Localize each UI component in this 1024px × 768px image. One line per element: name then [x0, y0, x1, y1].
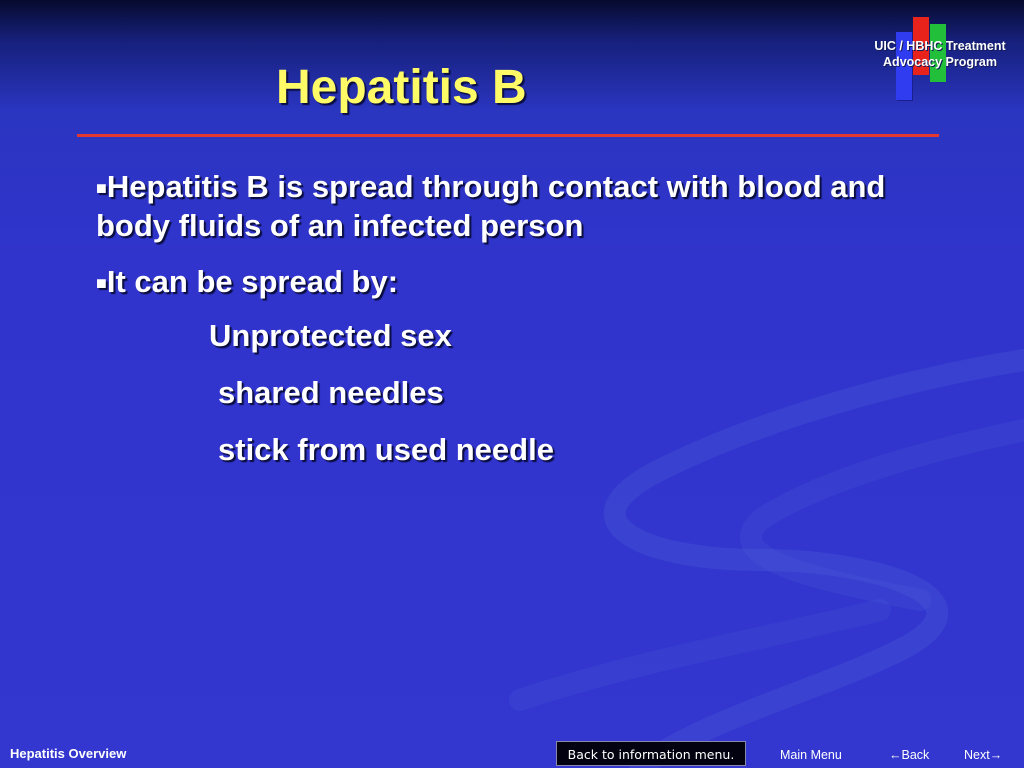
- logo-line-2: Advocacy Program: [883, 55, 997, 69]
- bullet-item: [96, 263, 916, 302]
- slide-body: [96, 168, 916, 321]
- bullet-text: It can be spread by:: [106, 264, 399, 299]
- main-menu-link[interactable]: Main Menu: [780, 748, 842, 762]
- next-link[interactable]: [964, 748, 1002, 762]
- title-divider: [77, 134, 939, 137]
- next-label: Next: [964, 748, 990, 762]
- back-link[interactable]: [889, 748, 929, 762]
- back-to-information-menu-button[interactable]: Back to information menu.: [556, 741, 746, 766]
- sub-item: stick from used needle: [218, 432, 554, 467]
- sub-item: shared needles: [218, 375, 444, 410]
- right-arrow-icon: →: [989, 748, 1003, 762]
- logo-text: [856, 38, 1024, 70]
- square-bullet-icon: ■: [96, 178, 107, 198]
- square-bullet-icon: ■: [96, 273, 107, 293]
- left-arrow-icon: ←: [889, 748, 902, 762]
- bullet-item: [96, 168, 916, 244]
- bullet-text: Hepatitis B is spread through contact with blood and body fluids of an infected person: [96, 169, 886, 243]
- logo-line-1: UIC / HBHC Treatment: [874, 39, 1006, 53]
- sub-item: Unprotected sex: [209, 318, 452, 353]
- program-logo: [856, 14, 1024, 90]
- slide-title: Hepatitis B: [276, 61, 527, 114]
- section-label: Hepatitis Overview: [10, 746, 127, 761]
- back-label: Back: [901, 748, 930, 762]
